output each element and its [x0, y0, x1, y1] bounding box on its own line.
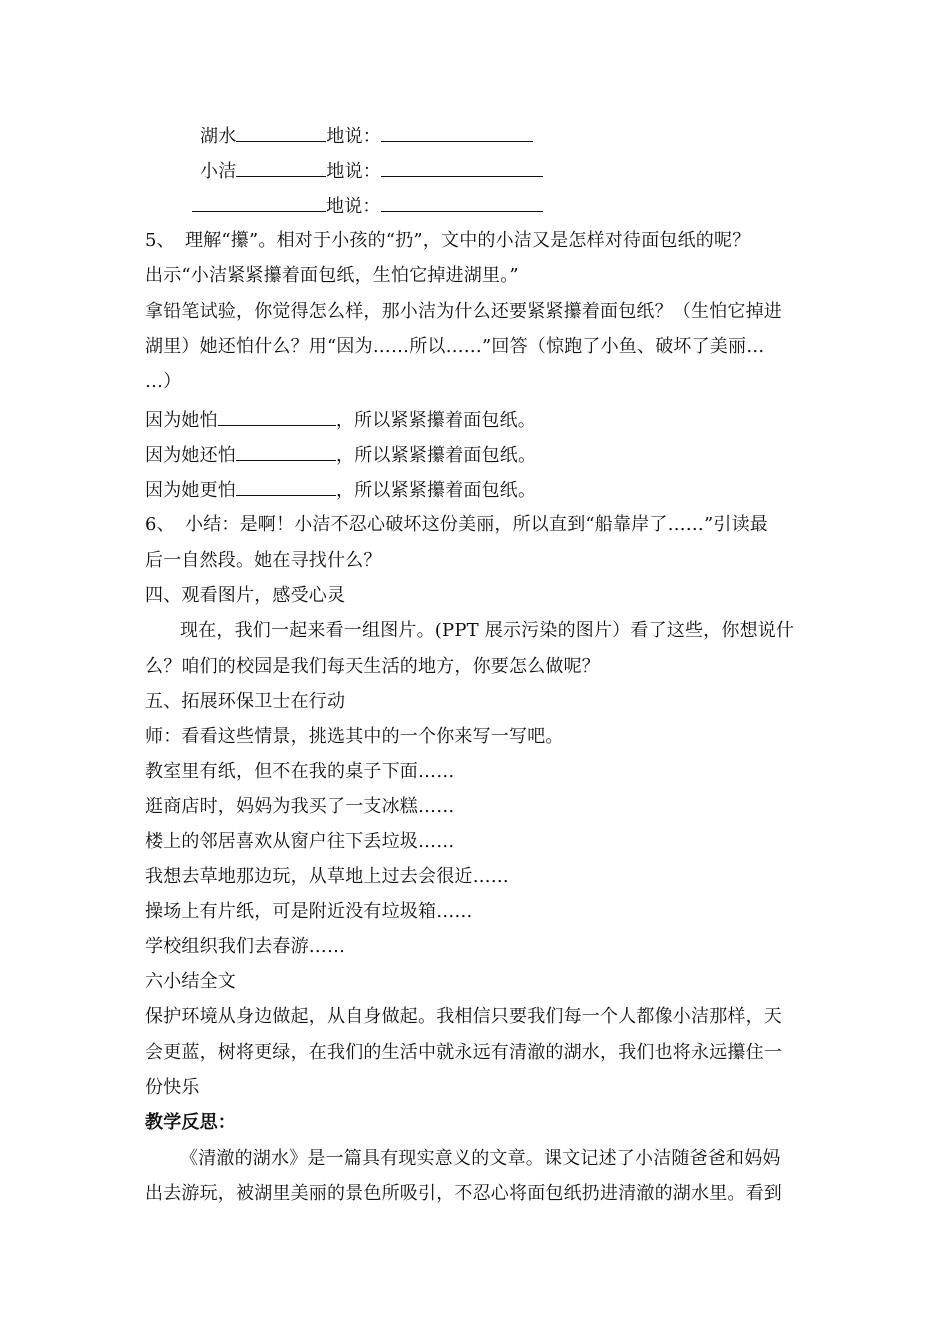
scenario-item: 教室里有纸，但不在我的桌子下面…… — [145, 761, 455, 782]
reflection-line-2: 出去游玩，被湖里美丽的景色所吸引，不忍心将面包纸扔进清澈的湖水里。看到 — [145, 1183, 782, 1204]
section-5-heading: 五、拓展环保卫士在行动 — [145, 691, 346, 712]
answer-blank — [236, 124, 326, 142]
blank-row-3-verb: 地说： — [326, 196, 381, 217]
blank-row-2-verb: 地说： — [326, 161, 382, 182]
fill-2-prefix: 因为她还怕 — [145, 445, 236, 466]
scenario-item: 操场上有片纸，可是附近没有垃圾箱…… — [145, 901, 473, 922]
answer-blank — [381, 159, 543, 177]
fill-line-2 — [145, 443, 810, 468]
item-6-number: 6、 — [145, 514, 175, 535]
section-6-heading: 六小结全文 — [145, 971, 236, 992]
blank-row-2-subject: 小洁 — [200, 161, 237, 182]
blank-row-2 — [200, 159, 865, 184]
fill-line-3 — [145, 478, 810, 503]
item-5-number: 5、 — [145, 230, 175, 251]
answer-blank — [218, 408, 336, 426]
fill-1-suffix: ，所以紧紧攥着面包纸。 — [335, 410, 537, 431]
fill-3-prefix: 因为她更怕 — [145, 480, 236, 501]
answer-blank — [192, 194, 326, 212]
section-5-intro: 师：看看这些情景，挑选其中的一个你来写一写吧。 — [145, 726, 564, 747]
reflection-heading: 教学反思： — [145, 1112, 236, 1133]
answer-blank — [236, 478, 336, 496]
fill-line-1 — [145, 408, 810, 433]
section-4-line-1: 现在，我们一起来看一组图片。(PPT 展示污染的图片）看了这些，你想说什 — [180, 620, 795, 641]
fill-2-suffix: ，所以紧紧攥着面包纸。 — [336, 445, 537, 466]
blank-row-1 — [200, 124, 865, 149]
answer-blank — [381, 194, 543, 212]
scenario-item: 逛商店时，妈妈为我买了一支冰糕…… — [145, 796, 455, 817]
answer-blank — [236, 159, 326, 177]
item-5-show: 出示“小洁紧紧攥着面包纸，生怕它掉进湖里。” — [145, 265, 519, 286]
scenario-item: 学校组织我们去春游…… — [145, 936, 346, 957]
scenario-item: 楼上的邻居喜欢从窗户往下丢垃圾…… — [145, 831, 455, 852]
fill-3-suffix: ，所以紧紧攥着面包纸。 — [336, 480, 537, 501]
section-6-line-2: 会更蓝，树将更绿，在我们的生活中就永远有清澈的湖水，我们也将永远攥住一 — [145, 1042, 782, 1063]
section-4-heading: 四、观看图片，感受心灵 — [145, 585, 346, 606]
item-5-text: 理解“攥”。相对于小孩的“扔”，文中的小洁又是怎样对待面包纸的呢？ — [185, 230, 751, 251]
item-6-text: 小结：是啊！小洁不忍心破坏这份美丽，所以直到“船靠岸了……”引读最 — [185, 514, 769, 535]
fill-1-prefix: 因为她怕 — [145, 410, 218, 431]
item-5-para-line-1: 拿铅笔试验，你觉得怎么样，那小洁为什么还要紧紧攥着面包纸？（生怕它掉进 — [145, 301, 782, 322]
item-5-para-line-2: 湖里）她还怕什么？用“因为……所以……”回答（惊跑了小鱼、破坏了美丽… — [145, 336, 765, 357]
section-6-line-1: 保护环境从身边做起，从自身做起。我相信只要我们每一个人都像小洁那样，天 — [145, 1006, 782, 1027]
answer-blank — [236, 443, 336, 461]
answer-blank — [381, 124, 533, 142]
item-6-line-2: 后一自然段。她在寻找什么？ — [145, 550, 382, 571]
section-4-line-2: 么？咱们的校园是我们每天生活的地方，你要怎么做呢？ — [145, 656, 600, 677]
blank-row-1-verb: 地说： — [326, 126, 382, 147]
reflection-line-1: 《清澈的湖水》是一篇具有现实意义的文章。课文记述了小洁随爸爸和妈妈 — [180, 1148, 781, 1169]
blank-row-1-subject: 湖水 — [200, 126, 237, 147]
item-5-para-line-3: …） — [145, 371, 182, 392]
section-6-line-3: 份快乐 — [145, 1077, 200, 1098]
item-5-title — [145, 229, 810, 253]
scenario-item: 我想去草地那边玩，从草地上过去会很近…… — [145, 866, 509, 887]
item-6-line-1 — [145, 513, 810, 537]
blank-row-3 — [192, 194, 857, 219]
